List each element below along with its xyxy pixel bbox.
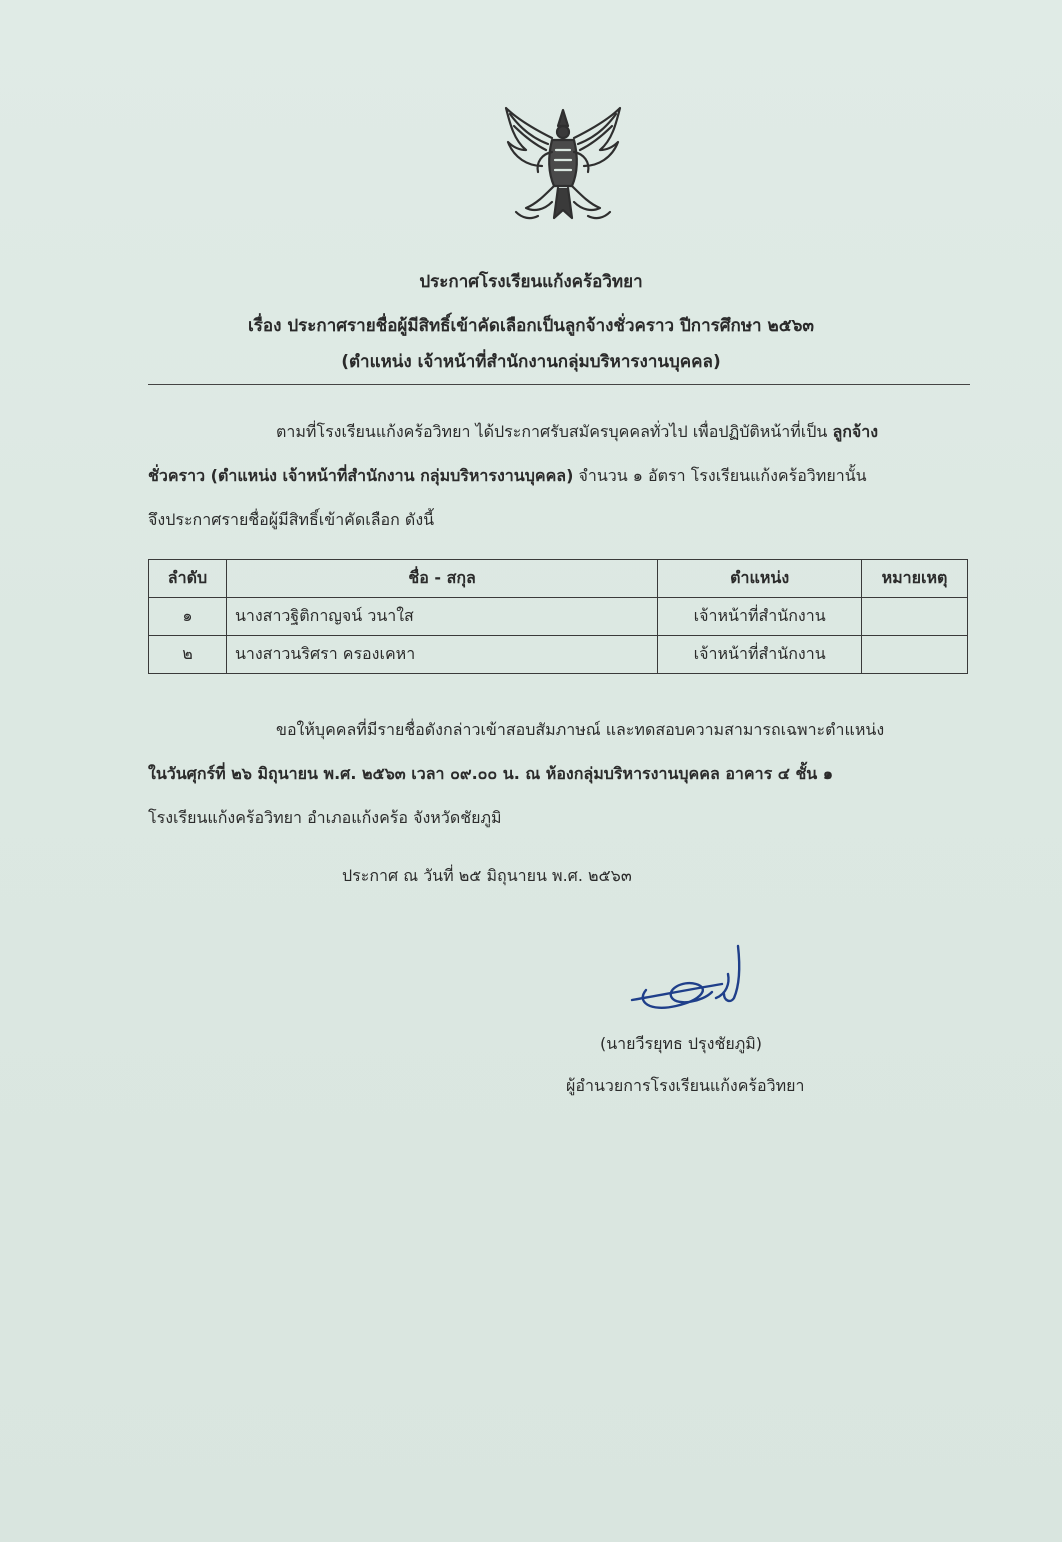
intro-line-1 bbox=[276, 420, 878, 445]
garuda-emblem-icon bbox=[496, 100, 630, 230]
row-no: ๒ bbox=[149, 636, 227, 674]
schedule-line-2: ในวันศุกร์ที่ ๒๖ มิถุนายน พ.ศ. ๒๕๖๓ เวลา ๐๙.๐๐ น. ณ ห้องกลุ่มบริหารงานบุคคล อาคาร ๔ ชั้น ๑ bbox=[148, 764, 833, 783]
announcement-date: ประกาศ ณ วันที่ ๒๕ มิถุนายน พ.ศ. ๒๕๖๓ bbox=[342, 866, 632, 885]
table-header-row bbox=[149, 560, 968, 598]
header-note: หมายเหตุ bbox=[862, 560, 968, 598]
table-row bbox=[149, 598, 968, 636]
intro-line-3: จึงประกาศรายชื่อผู้มีสิทธิ์เข้าคัดเลือก ดังนี้ bbox=[148, 510, 435, 529]
row-no: ๑ bbox=[149, 598, 227, 636]
schedule-line-1: ขอให้บุคคลที่มีรายชื่อดังกล่าวเข้าสอบสัมภาษณ์ และทดสอบความสามารถเฉพาะตำแหน่ง bbox=[276, 720, 885, 739]
intro-line-1-bold: ลูกจ้าง bbox=[832, 422, 879, 441]
row-note bbox=[862, 636, 968, 674]
signer-name: (นายวีรยุทธ ปรุงชัยภูมิ) bbox=[600, 1034, 763, 1053]
row-note bbox=[862, 598, 968, 636]
header-name: ชื่อ - สกุล bbox=[226, 560, 657, 598]
intro-line-1-text: ตามที่โรงเรียนแก้งคร้อวิทยา ได้ประกาศรับสมัครบุคคลทั่วไป เพื่อปฏิบัติหน้าที่เป็น bbox=[276, 422, 833, 441]
row-name: นางสาวฐิติกาญจน์ วนาใส bbox=[226, 598, 657, 636]
document-subject: เรื่อง ประกาศรายชื่อผู้มีสิทธิ์เข้าคัดเลือกเป็นลูกจ้างชั่วคราว ปีการศึกษา ๒๕๖๓ bbox=[247, 316, 815, 336]
intro-line-2-bold: ชั่วคราว (ตำแหน่ง เจ้าหน้าที่สำนักงาน กลุ่มบริหารงานบุคคล) bbox=[148, 466, 574, 485]
row-position: เจ้าหน้าที่สำนักงาน bbox=[658, 598, 862, 636]
schedule-line-3: โรงเรียนแก้งคร้อวิทยา อำเภอแก้งคร้อ จังหวัดชัยภูมิ bbox=[148, 808, 502, 827]
row-position: เจ้าหน้าที่สำนักงาน bbox=[658, 636, 862, 674]
signature-icon bbox=[626, 940, 756, 1020]
intro-line-2 bbox=[148, 464, 867, 489]
header-position: ตำแหน่ง bbox=[658, 560, 862, 598]
document-position-note: (ตำแหน่ง เจ้าหน้าที่สำนักงานกลุ่มบริหารงานบุคคล) bbox=[341, 352, 721, 372]
intro-line-2-text: จำนวน ๑ อัตรา โรงเรียนแก้งคร้อวิทยานั้น bbox=[573, 466, 867, 485]
header-divider bbox=[148, 384, 970, 385]
candidate-table bbox=[148, 559, 968, 674]
header-no: ลำดับ bbox=[149, 560, 227, 598]
document-title: ประกาศโรงเรียนแก้งคร้อวิทยา bbox=[419, 272, 643, 292]
signer-title: ผู้อำนวยการโรงเรียนแก้งคร้อวิทยา bbox=[566, 1076, 805, 1095]
table-row bbox=[149, 636, 968, 674]
row-name: นางสาวนริศรา ครองเคหา bbox=[226, 636, 657, 674]
